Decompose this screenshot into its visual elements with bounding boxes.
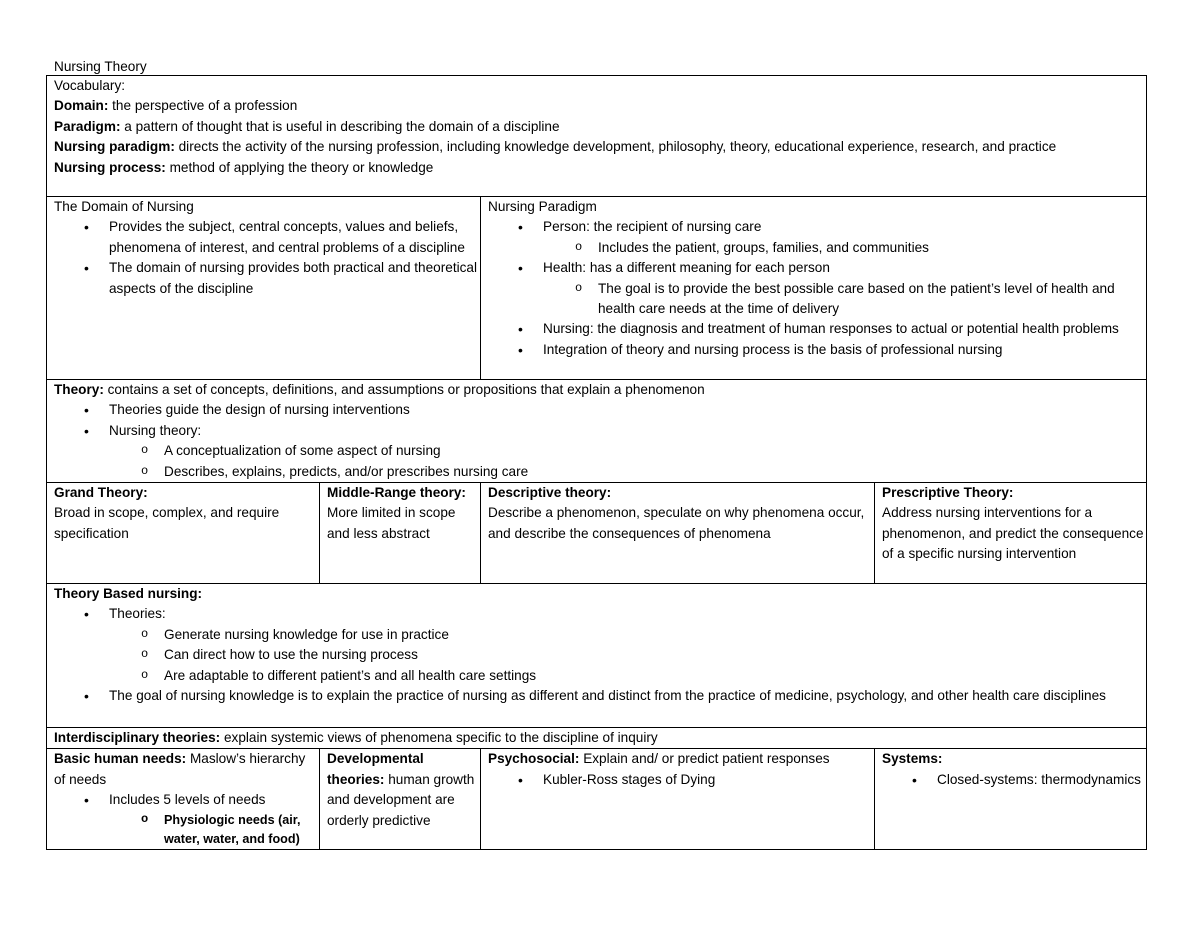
- systems-cell: [875, 749, 1147, 850]
- domain-heading: The Domain of Nursing: [54, 199, 194, 214]
- list-item: • Closed-systems: thermodynamics: [882, 770, 1146, 790]
- list-item: o Describes, explains, predicts, and/or prescribes nursing care: [54, 462, 1146, 482]
- paradigm-list: [488, 217, 1146, 360]
- psychosocial-cell: [481, 749, 875, 850]
- theory-types-row: [47, 483, 1147, 584]
- list-item: • Theories guide the design of nursing interventions: [54, 400, 1146, 420]
- list-item: o A conceptualization of some aspect of nursing: [54, 441, 1146, 461]
- list-item: • Health: has a different meaning for each person o The goal is to provide the best possible care based on the patient’s level of health and health care needs at the time of delivery: [488, 258, 1146, 319]
- theory-list: [54, 400, 1146, 482]
- theory-based-row: [47, 584, 1147, 728]
- interdisciplinary-cell: [47, 728, 1147, 749]
- prescriptive-theory-def: Address nursing interventions for a phenomenon, and predict the consequence of a specific nursing intervention: [882, 505, 1144, 562]
- grand-theory-cell: [47, 483, 320, 584]
- descriptive-theory-cell: [481, 483, 875, 584]
- domain-cell: [47, 197, 481, 380]
- domain-paradigm-row: [47, 197, 1147, 380]
- list-item: o Generate nursing knowledge for use in practice: [54, 625, 1146, 645]
- list-item: o Are adaptable to different patient’s and all health care settings: [54, 666, 1146, 686]
- list-item: • Integration of theory and nursing process is the basis of professional nursing: [488, 340, 1146, 360]
- theory-based-heading: Theory Based nursing:: [54, 586, 203, 602]
- interdisciplinary-row: [47, 728, 1147, 749]
- list-item: • Nursing: the diagnosis and treatment of human responses to actual or potential health problems: [488, 319, 1146, 339]
- domain-list: [54, 217, 480, 299]
- theory-definition: Theory: contains a set of concepts, definitions, and assumptions or propositions that explain a phenomenon: [54, 382, 705, 397]
- list-item: o The goal is to provide the best possible care based on the patient’s level of health and health care needs at the time of delivery: [488, 279, 1146, 320]
- prescriptive-theory-cell: [875, 483, 1147, 584]
- vocabulary-cell: [47, 76, 1147, 197]
- middle-range-def: More limited in scope and less abstract: [327, 505, 456, 541]
- vocab-item-paradigm: Paradigm: a pattern of thought that is useful in describing the domain of a discipline: [54, 118, 560, 134]
- list-item: • Nursing theory: o A conceptualization of some aspect of nursing o Describes, explains, predicts, and/or prescribes nursing care: [54, 421, 1146, 482]
- list-item: • Theories: o Generate nursing knowledge for use in practice o Can direct how to use the nursing process o Are adaptable to different patient’s and all health care settings: [54, 604, 1146, 686]
- vocab-item-domain: Domain: the perspective of a profession: [54, 98, 298, 114]
- list-item: o Can direct how to use the nursing process: [54, 645, 1146, 665]
- document-title: Nursing Theory: [54, 59, 147, 74]
- list-item: o Physiologic needs (air, water, water, and food): [54, 811, 319, 849]
- list-item: • The goal of nursing knowledge is to explain the practice of nursing as different and distinct from the practice of medicine, psychology, and other health care disciplines: [54, 686, 1146, 706]
- vocabulary-heading: Vocabulary:: [54, 78, 126, 93]
- systems-list: [882, 770, 1146, 790]
- list-item: • Provides the subject, central concepts, values and beliefs, phenomena of interest, and central problems of a discipline: [54, 217, 480, 258]
- interdisciplinary-term: Interdisciplinary theories:: [54, 730, 221, 746]
- middle-range-term: Middle-Range theory:: [327, 485, 466, 501]
- developmental-def: human growth and development are orderly predictive: [327, 771, 475, 828]
- psychosocial-def: Explain and/ or predict patient responses: [579, 751, 830, 767]
- list-item: • Kubler-Ross stages of Dying: [488, 770, 874, 790]
- systems-term: Systems:: [882, 751, 943, 767]
- theory-based-list: [54, 604, 1146, 706]
- grand-theory-term: Grand Theory:: [54, 485, 148, 501]
- list-item: • The domain of nursing provides both practical and theoretical aspects of the discipline: [54, 258, 480, 299]
- paradigm-cell: [481, 197, 1147, 380]
- developmental-cell: [320, 749, 481, 850]
- vocab-item-nursing-process: Nursing process: method of applying the theory or knowledge: [54, 159, 434, 175]
- basic-needs-list: [54, 790, 319, 848]
- basic-needs-cell: [47, 749, 320, 850]
- psychosocial-list: [488, 770, 874, 790]
- basic-needs-term: Basic human needs:: [54, 751, 187, 767]
- theory-row: [47, 380, 1147, 483]
- interdisciplinary-types-row: [47, 749, 1147, 850]
- theory-based-cell: [47, 584, 1147, 728]
- basic-needs-def: Maslow’s hierarchy of needs: [54, 751, 306, 787]
- theory-cell: [47, 380, 1147, 483]
- notes-table: [46, 75, 1147, 850]
- vocabulary-row: [47, 76, 1147, 197]
- descriptive-theory-term: Descriptive theory:: [488, 485, 612, 501]
- psychosocial-term: Psychosocial:: [488, 751, 580, 767]
- vocab-item-nursing-paradigm: Nursing paradigm: directs the activity of the nursing profession, including knowledge development, philosophy, theory, educational experience, research, and practice: [54, 139, 1057, 155]
- descriptive-theory-def: Describe a phenomenon, speculate on why phenomena occur, and describe the consequences of phenomena: [488, 505, 865, 541]
- prescriptive-theory-term: Prescriptive Theory:: [882, 485, 1014, 501]
- list-item: • Includes 5 levels of needs o Physiologic needs (air, water, water, and food): [54, 790, 319, 848]
- interdisciplinary-def: explain systemic views of phenomena specific to the discipline of inquiry: [220, 730, 658, 746]
- list-item: • Person: the recipient of nursing care o Includes the patient, groups, families, and communities: [488, 217, 1146, 258]
- grand-theory-def: Broad in scope, complex, and require specification: [54, 505, 280, 541]
- middle-range-cell: [320, 483, 481, 584]
- paradigm-heading: Nursing Paradigm: [488, 199, 597, 214]
- developmental-term: Developmental theories:: [327, 751, 424, 787]
- list-item: o Includes the patient, groups, families, and communities: [488, 238, 1146, 258]
